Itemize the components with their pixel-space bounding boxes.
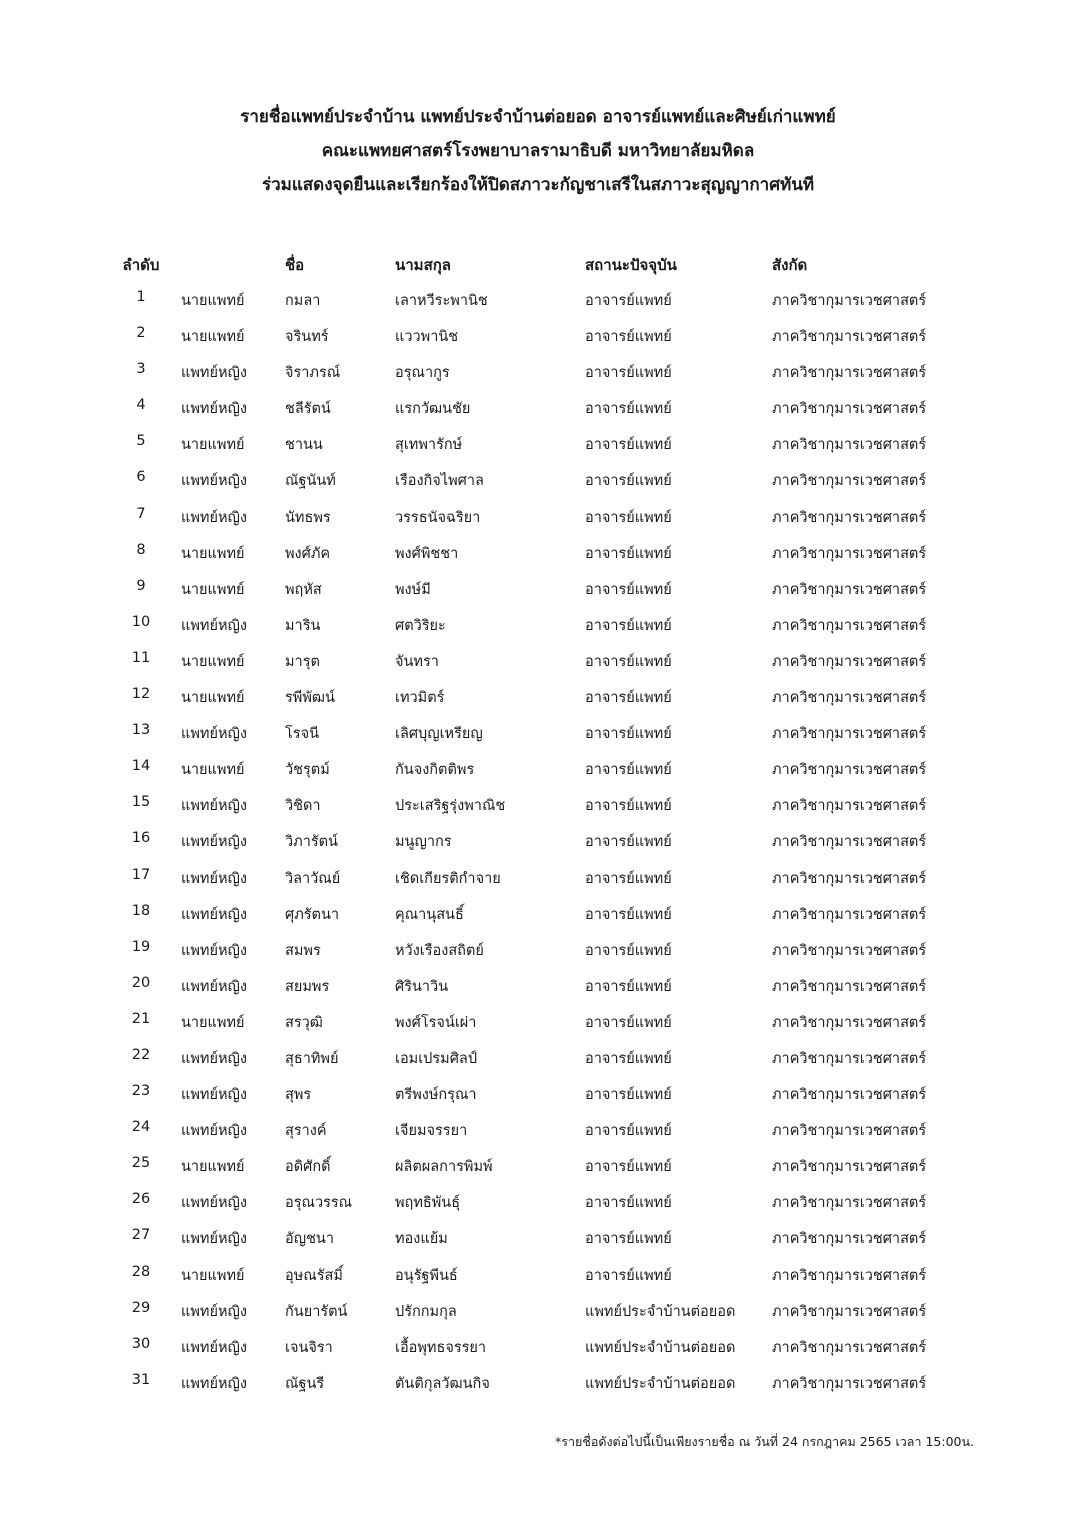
row-number: 4 xyxy=(136,397,146,414)
list-item xyxy=(0,641,1076,677)
row-status: อาจารย์แพทย์ xyxy=(585,1014,672,1031)
row-department: ภาควิชากุมารเวชศาสตร์ xyxy=(772,726,927,743)
list-item xyxy=(0,460,1076,496)
row-status: อาจารย์แพทย์ xyxy=(585,617,672,634)
title-line-2: คณะแพทยศาสตร์โรงพยาบาลรามาธิบดี มหาวิทยาลัยมหิดล xyxy=(321,141,755,161)
row-title: แพทย์หญิง xyxy=(181,1339,247,1356)
row-last-name: สุเทพารักษ์ xyxy=(395,437,463,454)
row-number: 24 xyxy=(131,1119,151,1136)
row-title: แพทย์หญิง xyxy=(181,473,247,490)
row-status: อาจารย์แพทย์ xyxy=(585,545,672,562)
row-number: 5 xyxy=(136,433,146,450)
footnote: *รายชื่อดังต่อไปนี้เป็นเพียงรายชื่อ ณ วันที่ 24 กรกฎาคม 2565 เวลา 15:00น. xyxy=(555,1434,974,1449)
row-number: 17 xyxy=(131,866,151,883)
row-department: ภาควิชากุมารเวชศาสตร์ xyxy=(772,653,927,670)
row-title: แพทย์หญิง xyxy=(181,1087,247,1104)
header-last-name: นามสกุล xyxy=(395,256,451,274)
row-status: อาจารย์แพทย์ xyxy=(585,653,672,670)
row-first-name: ชลีรัตน์ xyxy=(285,401,331,418)
list-item xyxy=(0,1182,1076,1218)
list-item xyxy=(0,1074,1076,1110)
header-department: สังกัด xyxy=(772,256,808,274)
row-title: แพทย์หญิง xyxy=(181,870,247,887)
list-item xyxy=(0,749,1076,785)
row-title: นายแพทย์ xyxy=(181,329,245,346)
row-status: อาจารย์แพทย์ xyxy=(585,1231,672,1248)
row-first-name: วิชิดา xyxy=(285,798,321,815)
row-last-name: ศิรินาวิน xyxy=(395,978,449,995)
row-first-name: มารุต xyxy=(285,653,320,670)
row-department: ภาควิชากุมารเวชศาสตร์ xyxy=(772,1087,927,1104)
row-last-name: มนูญากร xyxy=(395,834,452,851)
row-first-name: มาริน xyxy=(285,617,321,634)
row-status: อาจารย์แพทย์ xyxy=(585,1159,672,1176)
row-department: ภาควิชากุมารเวชศาสตร์ xyxy=(772,1339,927,1356)
row-department: ภาควิชากุมารเวชศาสตร์ xyxy=(772,581,927,598)
row-last-name: เชิดเกียรติกำจาย xyxy=(395,870,501,887)
row-first-name: โรจนี xyxy=(285,726,319,743)
row-department: ภาควิชากุมารเวชศาสตร์ xyxy=(772,870,927,887)
row-department: ภาควิชากุมารเวชศาสตร์ xyxy=(772,978,927,995)
row-department: ภาควิชากุมารเวชศาสตร์ xyxy=(772,834,927,851)
row-last-name: กันจงกิตติพร xyxy=(395,762,475,779)
header-first-name: ชื่อ xyxy=(285,256,305,274)
row-number: 23 xyxy=(131,1083,151,1100)
row-title: นายแพทย์ xyxy=(181,1159,245,1176)
row-first-name: ณัฐนันท์ xyxy=(285,473,336,490)
row-first-name: จิราภรณ์ xyxy=(285,365,341,382)
header-no: ลำดับ xyxy=(122,256,160,274)
row-department: ภาควิชากุมารเวชศาสตร์ xyxy=(772,545,927,562)
row-status: อาจารย์แพทย์ xyxy=(585,437,672,454)
row-last-name: พงศ์พิชชา xyxy=(395,545,459,562)
list-item xyxy=(0,1146,1076,1182)
list-item xyxy=(0,858,1076,894)
list-item xyxy=(0,1110,1076,1146)
row-status: อาจารย์แพทย์ xyxy=(585,365,672,382)
row-last-name: เจียมจรรยา xyxy=(395,1123,468,1140)
list-item xyxy=(0,352,1076,388)
row-number: 14 xyxy=(131,758,151,775)
header-status: สถานะปัจจุบัน xyxy=(585,256,677,274)
row-number: 8 xyxy=(136,541,146,558)
row-first-name: ณัฐนรี xyxy=(285,1375,325,1392)
list-item xyxy=(0,1327,1076,1363)
list-item xyxy=(0,1291,1076,1327)
row-status: อาจารย์แพทย์ xyxy=(585,1123,672,1140)
row-first-name: เจนจิรา xyxy=(285,1339,333,1356)
row-last-name: เอมเปรมศิลป์ xyxy=(395,1050,478,1067)
row-department: ภาควิชากุมารเวชศาสตร์ xyxy=(772,690,927,707)
row-number: 27 xyxy=(131,1227,151,1244)
row-number: 15 xyxy=(131,794,151,811)
title-line-3: ร่วมแสดงจุดยืนและเรียกร้องให้ปิดสภาวะกัญชาเสรีในสภาวะสุญญากาศทันที xyxy=(261,175,815,195)
row-status: แพทย์ประจำบ้านต่อยอด xyxy=(585,1339,736,1356)
row-last-name: ทองแย้ม xyxy=(395,1231,448,1248)
row-number: 25 xyxy=(131,1155,151,1172)
row-first-name: อดิศักดิ์ xyxy=(285,1159,331,1176)
row-status: อาจารย์แพทย์ xyxy=(585,1267,672,1284)
row-last-name: ตรีพงษ์กรุณา xyxy=(395,1087,477,1104)
row-status: แพทย์ประจำบ้านต่อยอด xyxy=(585,1303,736,1320)
row-last-name: วรรธนัจฉริยา xyxy=(395,509,481,526)
row-first-name: วัชรุตม์ xyxy=(285,762,330,779)
row-first-name: ชานน xyxy=(285,437,323,454)
row-department: ภาควิชากุมารเวชศาสตร์ xyxy=(772,401,927,418)
row-title: นายแพทย์ xyxy=(181,762,245,779)
row-title: แพทย์หญิง xyxy=(181,798,247,815)
row-department: ภาควิชากุมารเวชศาสตร์ xyxy=(772,437,927,454)
row-department: ภาควิชากุมารเวชศาสตร์ xyxy=(772,293,927,309)
row-department: ภาควิชากุมารเวชศาสตร์ xyxy=(772,1375,927,1392)
list-item xyxy=(0,605,1076,641)
row-department: ภาควิชากุมารเวชศาสตร์ xyxy=(772,1267,927,1284)
list-item xyxy=(0,1363,1076,1399)
row-first-name: จรินทร์ xyxy=(285,329,329,346)
row-last-name: เอื้อพุทธจรรยา xyxy=(395,1339,487,1356)
row-title: แพทย์หญิง xyxy=(181,401,247,418)
list-item xyxy=(0,497,1076,533)
row-department: ภาควิชากุมารเวชศาสตร์ xyxy=(772,1159,927,1176)
list-item xyxy=(0,930,1076,966)
row-last-name: แววพานิช xyxy=(395,329,459,346)
list-item xyxy=(0,1255,1076,1291)
row-last-name: ศตวิริยะ xyxy=(395,617,446,634)
row-last-name: ปรักกมกุล xyxy=(395,1303,457,1320)
row-title: แพทย์หญิง xyxy=(181,726,247,743)
row-last-name: พงศ์โรจน์เผ่า xyxy=(395,1014,477,1031)
row-title: แพทย์หญิง xyxy=(181,834,247,851)
row-title: แพทย์หญิง xyxy=(181,942,247,959)
row-first-name: สยมพร xyxy=(285,978,330,995)
row-title: แพทย์หญิง xyxy=(181,365,247,382)
row-department: ภาควิชากุมารเวชศาสตร์ xyxy=(772,906,927,923)
row-first-name: วิภารัตน์ xyxy=(285,834,338,851)
row-department: ภาควิชากุมารเวชศาสตร์ xyxy=(772,942,927,959)
row-number: 26 xyxy=(131,1191,151,1208)
row-department: ภาควิชากุมารเวชศาสตร์ xyxy=(772,1123,927,1140)
row-first-name: สุพร xyxy=(285,1087,312,1104)
row-first-name: อรุณวรรณ xyxy=(285,1195,353,1212)
row-number: 19 xyxy=(131,938,151,955)
list-item xyxy=(0,894,1076,930)
row-number: 1 xyxy=(136,289,146,305)
row-last-name: ผลิตผลการพิมพ์ xyxy=(395,1159,493,1176)
row-title: แพทย์หญิง xyxy=(181,617,247,634)
row-department: ภาควิชากุมารเวชศาสตร์ xyxy=(772,1195,927,1212)
row-last-name: พงษ์มี xyxy=(395,581,431,598)
row-last-name: แรกวัฒนชัย xyxy=(395,401,471,418)
row-number: 30 xyxy=(131,1335,151,1352)
row-number: 10 xyxy=(131,613,151,630)
list-header xyxy=(0,244,1076,280)
row-last-name: เรืองกิจไพศาล xyxy=(395,473,484,490)
list-item xyxy=(0,388,1076,424)
row-number: 20 xyxy=(131,974,151,991)
row-title: แพทย์หญิง xyxy=(181,1303,247,1320)
list-item xyxy=(0,785,1076,821)
list-item xyxy=(0,569,1076,605)
row-first-name: นัทธพร xyxy=(285,509,331,526)
row-title: แพทย์หญิง xyxy=(181,1195,247,1212)
row-status: อาจารย์แพทย์ xyxy=(585,690,672,707)
row-title: นายแพทย์ xyxy=(181,690,245,707)
row-status: อาจารย์แพทย์ xyxy=(585,834,672,851)
row-title: นายแพทย์ xyxy=(181,293,245,309)
row-title: นายแพทย์ xyxy=(181,581,245,598)
row-number: 7 xyxy=(136,505,146,522)
row-number: 3 xyxy=(136,361,146,378)
document-title xyxy=(0,100,1076,202)
row-title: แพทย์หญิง xyxy=(181,978,247,995)
list-item xyxy=(0,1218,1076,1254)
row-last-name: จันทรา xyxy=(395,653,439,670)
list-item xyxy=(0,280,1076,316)
row-title: นายแพทย์ xyxy=(181,653,245,670)
row-status: อาจารย์แพทย์ xyxy=(585,1195,672,1212)
row-department: ภาควิชากุมารเวชศาสตร์ xyxy=(772,1050,927,1067)
row-number: 12 xyxy=(131,686,151,703)
row-first-name: พงศ์ภัค xyxy=(285,545,331,562)
row-title: นายแพทย์ xyxy=(181,1267,245,1284)
row-number: 31 xyxy=(131,1371,151,1388)
row-title: แพทย์หญิง xyxy=(181,1231,247,1248)
row-number: 29 xyxy=(131,1299,151,1316)
row-status: แพทย์ประจำบ้านต่อยอด xyxy=(585,1375,736,1392)
row-status: อาจารย์แพทย์ xyxy=(585,293,672,309)
row-department: ภาควิชากุมารเวชศาสตร์ xyxy=(772,798,927,815)
row-status: อาจารย์แพทย์ xyxy=(585,726,672,743)
row-first-name: สรวุฒิ xyxy=(285,1014,323,1031)
row-number: 6 xyxy=(136,469,146,486)
list-item xyxy=(0,966,1076,1002)
row-number: 28 xyxy=(131,1263,151,1280)
row-title: แพทย์หญิง xyxy=(181,1123,247,1140)
row-last-name: เทวมิตร์ xyxy=(395,690,445,707)
row-first-name: สมพร xyxy=(285,942,321,959)
row-number: 21 xyxy=(131,1010,151,1027)
title-line-1: รายชื่อแพทย์ประจำบ้าน แพทย์ประจำบ้านต่อยอด อาจารย์แพทย์และศิษย์เก่าแพทย์ xyxy=(240,107,836,127)
row-number: 2 xyxy=(136,325,146,342)
row-department: ภาควิชากุมารเวชศาสตร์ xyxy=(772,762,927,779)
row-status: อาจารย์แพทย์ xyxy=(585,870,672,887)
row-status: อาจารย์แพทย์ xyxy=(585,906,672,923)
row-department: ภาควิชากุมารเวชศาสตร์ xyxy=(772,329,927,346)
row-number: 9 xyxy=(136,577,146,594)
list-item xyxy=(0,533,1076,569)
row-department: ภาควิชากุมารเวชศาสตร์ xyxy=(772,473,927,490)
row-status: อาจารย์แพทย์ xyxy=(585,581,672,598)
row-department: ภาควิชากุมารเวชศาสตร์ xyxy=(772,365,927,382)
row-last-name: เลิศบุญเหรียญ xyxy=(395,726,483,743)
row-status: อาจารย์แพทย์ xyxy=(585,1050,672,1067)
row-status: อาจารย์แพทย์ xyxy=(585,798,672,815)
row-first-name: สุรางค์ xyxy=(285,1123,327,1140)
row-title: นายแพทย์ xyxy=(181,437,245,454)
row-last-name: ประเสริฐรุ่งพาณิช xyxy=(395,798,506,815)
row-department: ภาควิชากุมารเวชศาสตร์ xyxy=(772,1014,927,1031)
row-last-name: อรุณากูร xyxy=(395,365,450,382)
row-department: ภาควิชากุมารเวชศาสตร์ xyxy=(772,1231,927,1248)
list-item xyxy=(0,1002,1076,1038)
row-number: 11 xyxy=(131,649,151,666)
row-department: ภาควิชากุมารเวชศาสตร์ xyxy=(772,617,927,634)
row-last-name: คุณานุสนธิ์ xyxy=(395,906,464,923)
row-last-name: พฤทธิพันธุ์ xyxy=(395,1195,461,1212)
row-number: 22 xyxy=(131,1046,151,1063)
row-title: แพทย์หญิง xyxy=(181,1375,247,1392)
row-title: แพทย์หญิง xyxy=(181,1050,247,1067)
signatory-list xyxy=(0,244,1076,1399)
row-first-name: อุษณรัสมิ์ xyxy=(285,1267,343,1284)
row-title: แพทย์หญิง xyxy=(181,509,247,526)
row-title: แพทย์หญิง xyxy=(181,906,247,923)
row-first-name: อัญชนา xyxy=(285,1231,334,1248)
row-first-name: สุธาทิพย์ xyxy=(285,1050,339,1067)
row-department: ภาควิชากุมารเวชศาสตร์ xyxy=(772,1303,927,1320)
row-number: 13 xyxy=(131,722,151,739)
row-status: อาจารย์แพทย์ xyxy=(585,509,672,526)
row-first-name: พฤหัส xyxy=(285,581,322,598)
row-last-name: ตันติกุลวัฒนกิจ xyxy=(395,1375,490,1392)
row-status: อาจารย์แพทย์ xyxy=(585,401,672,418)
row-last-name: อนุรัฐพีนธ์ xyxy=(395,1267,458,1284)
row-first-name: ศุภรัตนา xyxy=(285,906,340,923)
row-status: อาจารย์แพทย์ xyxy=(585,942,672,959)
list-item xyxy=(0,677,1076,713)
list-item xyxy=(0,424,1076,460)
row-number: 18 xyxy=(131,902,151,919)
row-last-name: หวังเรืองสถิตย์ xyxy=(395,942,484,959)
list-item xyxy=(0,821,1076,857)
row-department: ภาควิชากุมารเวชศาสตร์ xyxy=(772,509,927,526)
row-title: นายแพทย์ xyxy=(181,1014,245,1031)
row-first-name: รพีพัฒน์ xyxy=(285,690,335,707)
row-status: อาจารย์แพทย์ xyxy=(585,329,672,346)
list-item xyxy=(0,1038,1076,1074)
list-item xyxy=(0,316,1076,352)
row-status: อาจารย์แพทย์ xyxy=(585,473,672,490)
row-first-name: กมลา xyxy=(285,293,321,309)
list-item xyxy=(0,713,1076,749)
row-number: 16 xyxy=(131,830,151,847)
row-first-name: กันยารัตน์ xyxy=(285,1303,348,1320)
row-title: นายแพทย์ xyxy=(181,545,245,562)
row-last-name: เลาหวีระพานิช xyxy=(395,293,488,309)
row-status: อาจารย์แพทย์ xyxy=(585,978,672,995)
row-first-name: วิลาวัณย์ xyxy=(285,870,341,887)
row-status: อาจารย์แพทย์ xyxy=(585,762,672,779)
row-status: อาจารย์แพทย์ xyxy=(585,1087,672,1104)
